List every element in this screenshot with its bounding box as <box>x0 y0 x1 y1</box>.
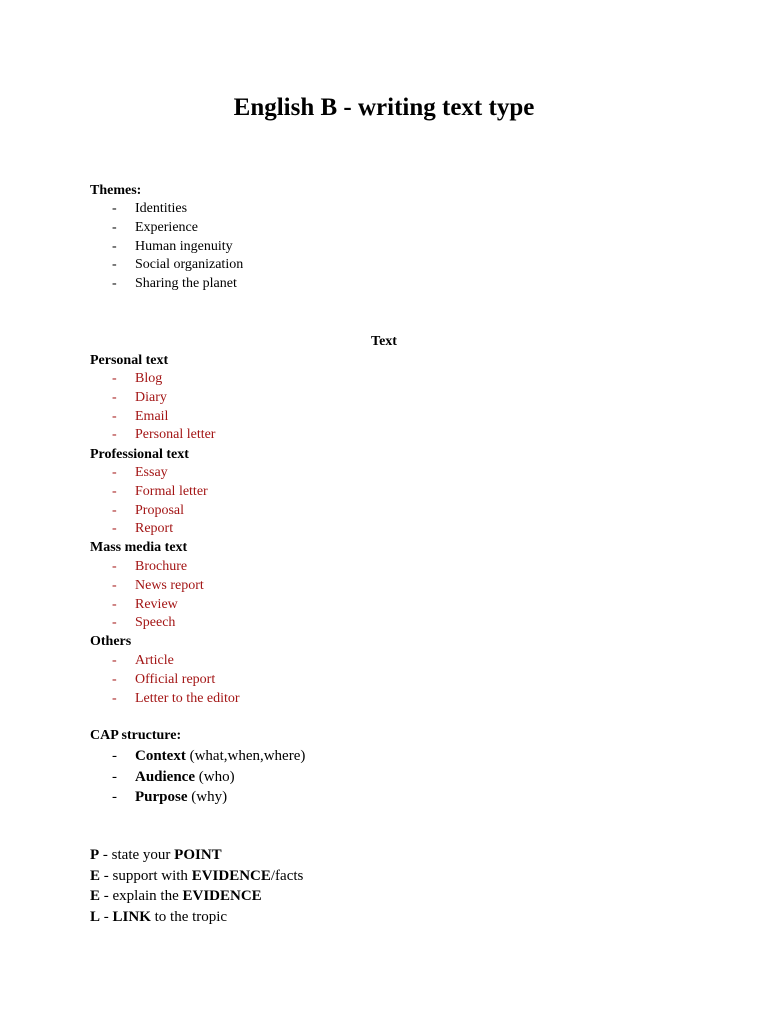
dash-bullet: - <box>112 559 117 574</box>
list-item <box>90 690 240 709</box>
peel-letter: L <box>90 909 101 926</box>
list-item <box>90 389 215 408</box>
cap-term: Context <box>135 748 186 764</box>
dash-bullet: - <box>112 465 117 480</box>
text-type-label: Report <box>135 521 174 537</box>
text-type-label: Personal letter <box>135 427 216 443</box>
list-item <box>90 558 204 577</box>
dash-bullet: - <box>112 768 117 785</box>
theme-label: Identities <box>135 201 188 216</box>
list-item <box>90 408 215 427</box>
mass-media-text-heading: Mass media text <box>90 540 188 555</box>
list-item <box>90 596 204 615</box>
peel-line <box>90 845 303 866</box>
cap-detail: (what,when,where) <box>185 748 306 764</box>
text-type-label: Formal letter <box>135 483 208 499</box>
page-title: English B - writing text type <box>233 94 535 121</box>
text-type-label: Letter to the editor <box>135 690 240 706</box>
dash-bullet: - <box>112 389 117 405</box>
professional-text-heading: Professional text <box>90 447 189 462</box>
peel-line <box>90 907 303 928</box>
others-heading: Others <box>90 634 132 649</box>
personal-text-list <box>90 370 215 445</box>
others-list <box>90 652 240 708</box>
list-item <box>90 671 240 690</box>
dash-bullet: - <box>112 577 117 593</box>
dash-bullet: - <box>112 257 117 273</box>
dash-bullet: - <box>112 408 117 424</box>
list-item <box>90 483 208 502</box>
text-type-label: Official report <box>135 671 216 687</box>
dash-bullet: - <box>112 502 117 518</box>
professional-text-list <box>90 464 208 539</box>
cap-heading: CAP structure: <box>90 728 182 743</box>
list-item <box>90 787 305 808</box>
peel-keyword: POINT <box>174 847 222 863</box>
theme-label: Human ingenuity <box>135 238 233 254</box>
text-type-label: Blog <box>135 371 163 386</box>
dash-bullet: - <box>112 748 117 764</box>
list-item <box>90 502 208 521</box>
dash-bullet: - <box>112 521 117 537</box>
cap-term: Purpose <box>135 789 188 805</box>
text-section-heading: Text <box>371 334 397 349</box>
list-item <box>90 426 215 445</box>
list-item <box>90 464 208 483</box>
dash-bullet: - <box>112 615 117 631</box>
peel-block <box>90 845 303 928</box>
theme-label: Experience <box>135 219 198 235</box>
cap-list <box>90 746 305 808</box>
peel-text: - <box>100 909 113 926</box>
themes-list <box>90 200 243 294</box>
text-type-label: Review <box>135 596 178 612</box>
mass-media-text-list <box>90 558 204 633</box>
dash-bullet: - <box>112 690 117 706</box>
list-item <box>90 238 243 257</box>
list-item <box>90 577 204 596</box>
cap-term: Audience <box>135 768 195 785</box>
personal-text-heading: Personal text <box>90 353 169 368</box>
list-item <box>90 256 243 275</box>
peel-text: - support with <box>100 867 192 884</box>
dash-bullet: - <box>112 671 117 687</box>
dash-bullet: - <box>112 276 117 292</box>
cap-detail: (who) <box>195 768 235 785</box>
dash-bullet: - <box>112 201 117 216</box>
peel-line <box>90 886 303 907</box>
theme-label: Sharing the planet <box>135 276 237 292</box>
dash-bullet: - <box>112 219 117 235</box>
theme-label: Social organization <box>135 257 244 273</box>
text-type-label: Article <box>135 653 174 668</box>
dash-bullet: - <box>112 427 117 443</box>
peel-line <box>90 866 303 887</box>
list-item <box>90 520 208 539</box>
text-type-label: Email <box>135 408 169 424</box>
text-type-label: News report <box>135 577 204 593</box>
list-item <box>90 219 243 238</box>
text-type-label: Brochure <box>135 559 188 574</box>
list-item <box>90 370 215 389</box>
dash-bullet: - <box>112 653 117 668</box>
peel-letter: E <box>90 888 101 905</box>
peel-text: - explain the <box>100 888 183 905</box>
dash-bullet: - <box>112 483 117 499</box>
dash-bullet: - <box>112 371 117 386</box>
peel-letter: E <box>90 867 101 884</box>
peel-text: - state your <box>99 847 175 863</box>
peel-letter: P <box>90 847 100 863</box>
list-item <box>90 275 243 294</box>
peel-keyword: EVIDENCE <box>191 867 271 884</box>
list-item <box>90 614 204 633</box>
text-type-label: Essay <box>135 465 168 480</box>
list-item <box>90 746 305 767</box>
list-item <box>90 652 240 671</box>
peel-keyword: LINK <box>112 909 151 926</box>
peel-text: to the tropic <box>150 909 228 926</box>
cap-detail: (why) <box>187 789 228 805</box>
list-item <box>90 200 243 219</box>
dash-bullet: - <box>112 596 117 612</box>
text-type-label: Diary <box>135 389 167 405</box>
peel-keyword: EVIDENCE <box>182 888 262 905</box>
text-type-label: Proposal <box>135 502 184 518</box>
list-item <box>90 767 305 788</box>
dash-bullet: - <box>112 238 117 254</box>
text-type-label: Speech <box>135 615 176 631</box>
themes-heading: Themes: <box>90 183 142 198</box>
peel-text: /facts <box>270 867 304 884</box>
dash-bullet: - <box>112 789 117 805</box>
